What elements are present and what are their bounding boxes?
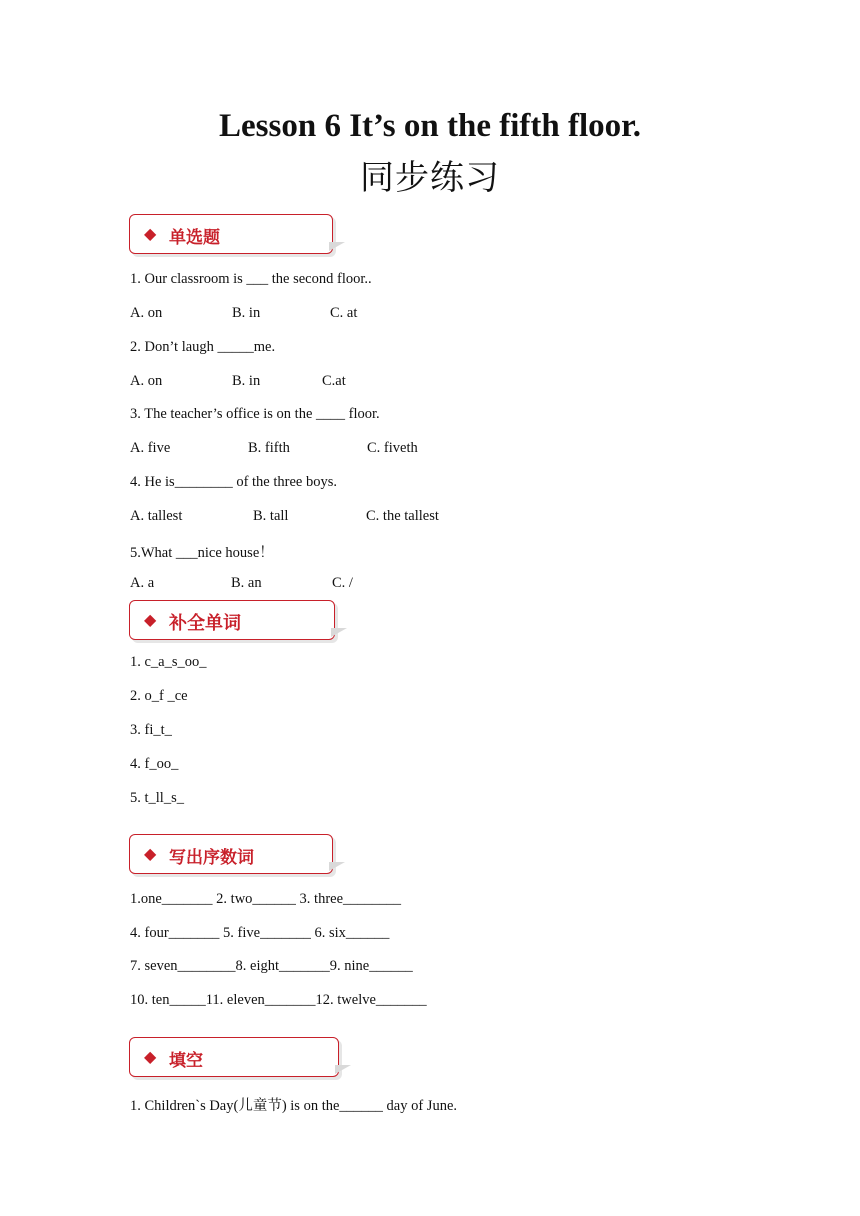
list-item: 1. c_a_s_oo_ bbox=[130, 654, 207, 670]
diamond-icon: ◆ bbox=[144, 224, 157, 243]
section-header-tail bbox=[329, 242, 345, 251]
list-item: 2. o_f _ce bbox=[130, 688, 188, 704]
option-b: B. an bbox=[231, 575, 262, 591]
question-text: 1. Our classroom is ___ the second floor.. bbox=[130, 271, 372, 287]
diamond-icon: ◆ bbox=[144, 1047, 157, 1066]
option-b: B. fifth bbox=[248, 440, 290, 456]
section-header-tail bbox=[331, 628, 347, 637]
section-label: 单选题 bbox=[169, 228, 220, 248]
option-c: C. the tallest bbox=[366, 508, 439, 524]
question-text: 3. The teacher’s office is on the ____ floor. bbox=[130, 406, 380, 422]
diamond-icon: ◆ bbox=[144, 610, 157, 629]
option-a: A. a bbox=[130, 575, 155, 591]
list-item: 1.one_______ 2. two______ 3. three________ bbox=[130, 891, 402, 907]
question-text: 2. Don’t laugh _____me. bbox=[130, 339, 276, 355]
section-header-box bbox=[129, 1037, 339, 1077]
section-header-single-choice bbox=[129, 214, 349, 254]
section-header-tail bbox=[329, 862, 345, 871]
option-c: C.at bbox=[322, 373, 346, 389]
list-item: 5. t_ll_s_ bbox=[130, 790, 184, 806]
list-item: 7. seven________8. eight_______9. nine______ bbox=[130, 958, 413, 974]
question-text: 5.What ___nice house！ bbox=[130, 545, 274, 561]
option-b: B. in bbox=[232, 373, 261, 389]
option-a: A. on bbox=[130, 305, 163, 321]
section-header-fill-blank bbox=[129, 1037, 355, 1077]
option-b: B. in bbox=[232, 305, 261, 321]
option-a: A. on bbox=[130, 373, 163, 389]
section-header-complete-words bbox=[129, 600, 351, 640]
section-header-box bbox=[129, 214, 333, 254]
section-label: 填空 bbox=[169, 1051, 203, 1071]
list-item: 4. four_______ 5. five_______ 6. six______ bbox=[130, 925, 390, 941]
list-item: 4. f_oo_ bbox=[130, 756, 179, 772]
option-a: A. five bbox=[130, 440, 171, 456]
section-label: 补全单词 bbox=[169, 613, 241, 634]
question-text: 4. He is________ of the three boys. bbox=[130, 474, 337, 490]
page-title: Lesson 6 It’s on the fifth floor. bbox=[219, 108, 641, 144]
option-a: A. tallest bbox=[130, 508, 183, 524]
list-item: 10. ten_____11. eleven_______12. twelve_______ bbox=[130, 992, 427, 1008]
diamond-icon: ◆ bbox=[144, 844, 157, 863]
page-subtitle: 同步练习 bbox=[360, 158, 500, 198]
option-c: C. at bbox=[330, 305, 358, 321]
section-label: 写出序数词 bbox=[169, 848, 254, 868]
option-c: C. fiveth bbox=[367, 440, 418, 456]
list-item: 1. Children`s Day(儿童节) is on the______ day of June. bbox=[130, 1098, 458, 1114]
section-header-tail bbox=[335, 1065, 351, 1074]
option-b: B. tall bbox=[253, 508, 289, 524]
option-c: C. / bbox=[332, 575, 353, 591]
section-header-ordinals bbox=[129, 834, 349, 874]
list-item: 3. fi_t_ bbox=[130, 722, 172, 738]
